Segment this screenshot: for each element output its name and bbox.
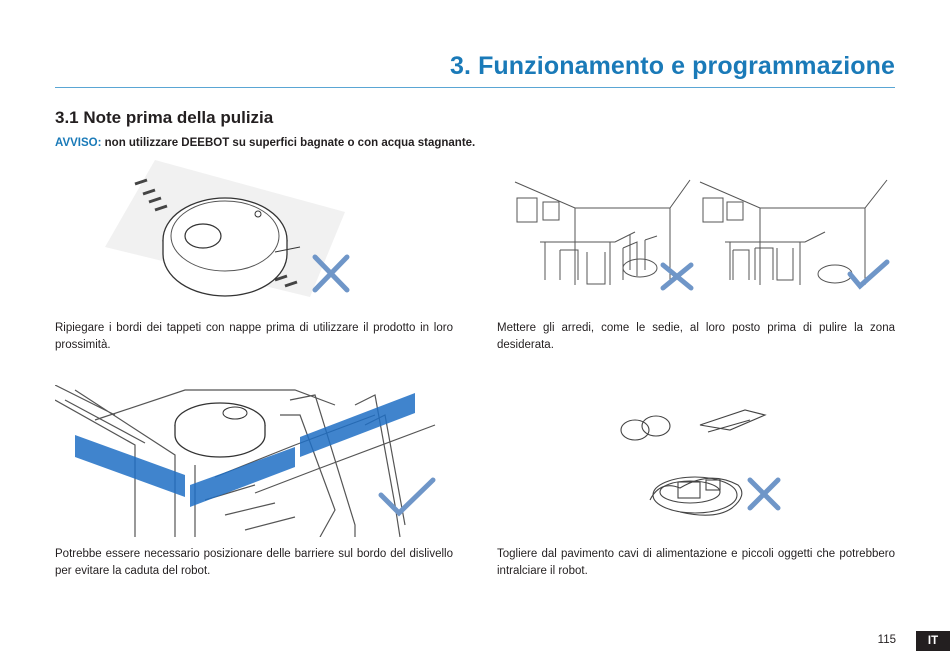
chapter-title: 3. Funzionamento e programmazione [449,52,895,80]
check-mark-icon [381,480,433,513]
furniture-illustration [505,170,895,300]
cross-mark-icon [315,257,347,290]
notice [55,137,475,149]
language-tab: IT [916,631,950,651]
stairs-caption: Potrebbe essere necessario posizionare delle barriere sul bordo del dislivello per evitare la caduta del robot. [55,548,453,577]
notice-label: AVVISO: [55,137,102,149]
cross-mark-icon [750,480,778,508]
furniture-caption: Mettere gli arredi, come le sedie, al loro posto prima di pulire la zona desiderata. [497,322,895,351]
cables-caption: Togliere dal pavimento cavi di alimentazione e piccoli oggetti che potrebbero intralciare il robot. [497,548,895,577]
cross-mark-icon [663,265,691,288]
section-title: 3.1 Note prima della pulizia [55,108,274,127]
title-rule [55,87,895,88]
check-mark-icon [850,262,887,286]
carpet-fringe-illustration [95,152,385,302]
stairs-barrier-illustration [55,385,445,537]
carpet-caption: Ripiegare i bordi dei tappeti con nappe prima di utilizzare il prodotto in loro prossimità. [55,322,453,351]
notice-text: non utilizzare DEEBOT su superfici bagnate o con acqua stagnante. [104,137,476,149]
cables-objects-illustration [620,400,790,525]
page-number: 115 [877,634,896,646]
